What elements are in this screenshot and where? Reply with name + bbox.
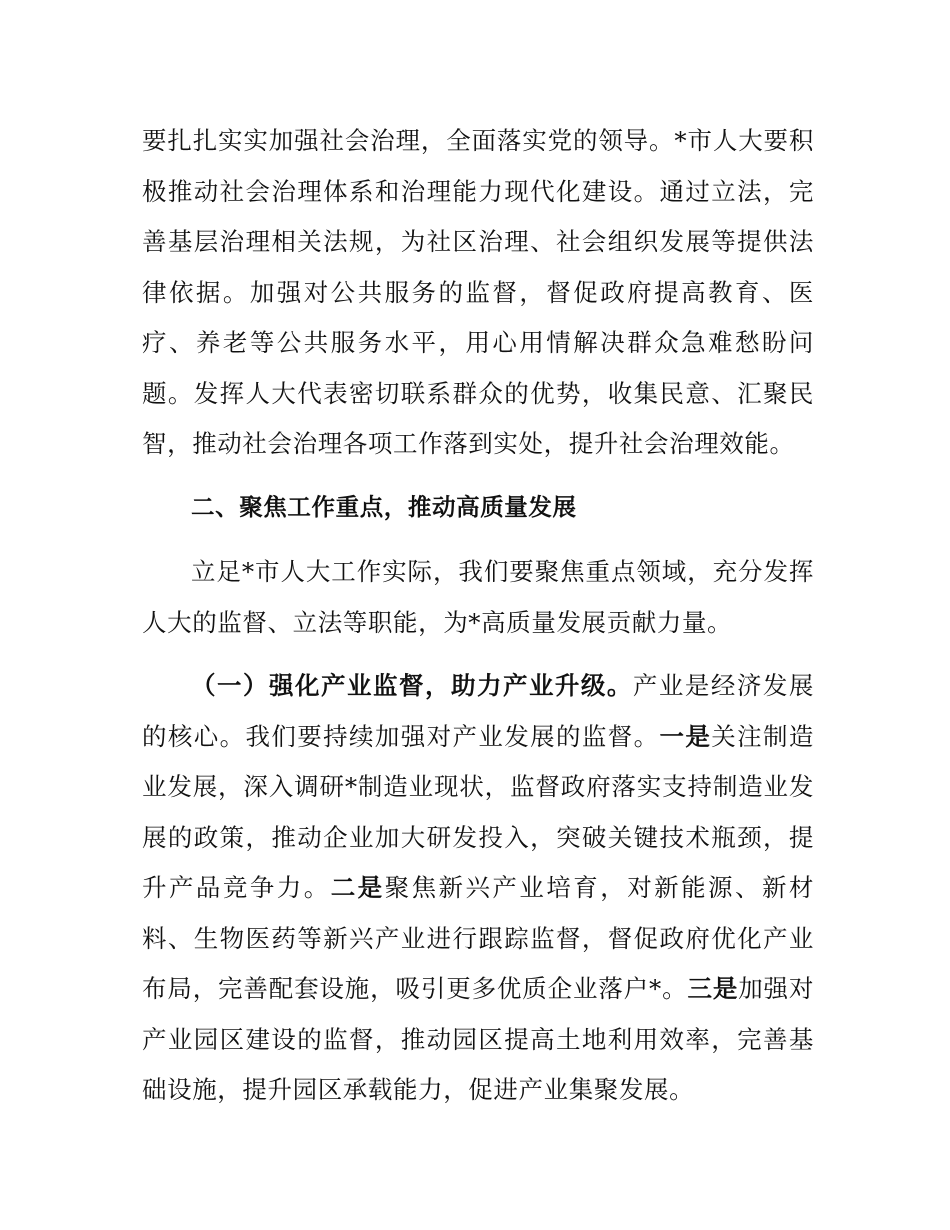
paragraph-industry-supervision (142, 661, 814, 1116)
point-label-third: 三是 (687, 974, 739, 1003)
section-heading-2: 二、聚焦工作重点，推动高质量发展 (191, 493, 577, 521)
paragraph-intro: 产业是经济发展的核心。我们要持续加强对产业发展的监督。 (142, 671, 814, 751)
subsection-lead: （一）强化产业监督，助力产业升级。 (191, 671, 633, 700)
paragraph-text: 立足*市人大工作实际，我们要聚焦重点领域，充分发挥人大的监督、立法等职能，为*高质量发展贡献力量。 (142, 557, 814, 637)
point-label-second: 二是 (330, 873, 385, 902)
paragraph-section-intro (142, 547, 814, 648)
point-text-third: 加强对产业园区建设的监督，推动园区提高土地利用效率，完善基础设施，提升园区承载能力，促进产业集聚发展。 (142, 974, 814, 1104)
point-text-second: 聚焦新兴产业培育，对新能源、新材料、生物医药等新兴产业进行跟踪监督，督促政府优化产业布局，完善配套设施，吸引更多优质企业落户*。 (142, 873, 815, 1003)
paragraph-social-governance (142, 116, 814, 470)
point-text-first: 关注制造业发展，深入调研*制造业现状，监督政府落实支持制造业发展的政策，推动企业加大研发投入，突破关键技术瓶颈，提升产品竞争力。 (142, 721, 815, 902)
point-label-first: 一是 (659, 721, 712, 751)
paragraph-text: 要扎扎实实加强社会治理，全面落实党的领导。*市人大要积极推动社会治理体系和治理能力现代化建设。通过立法，完善基层治理相关法规，为社区治理、社会组织发展等提供法律依据。加强对公共服务的监督，督促政府提高教育、医疗、养老等公共服务水平，用心用情解决群众急难愁盼问题。发挥人大代表密切联系群众的优势，收集民意、汇聚民智，推动社会治理各项工作落到实处，提升社会治理效能。 (142, 126, 814, 458)
